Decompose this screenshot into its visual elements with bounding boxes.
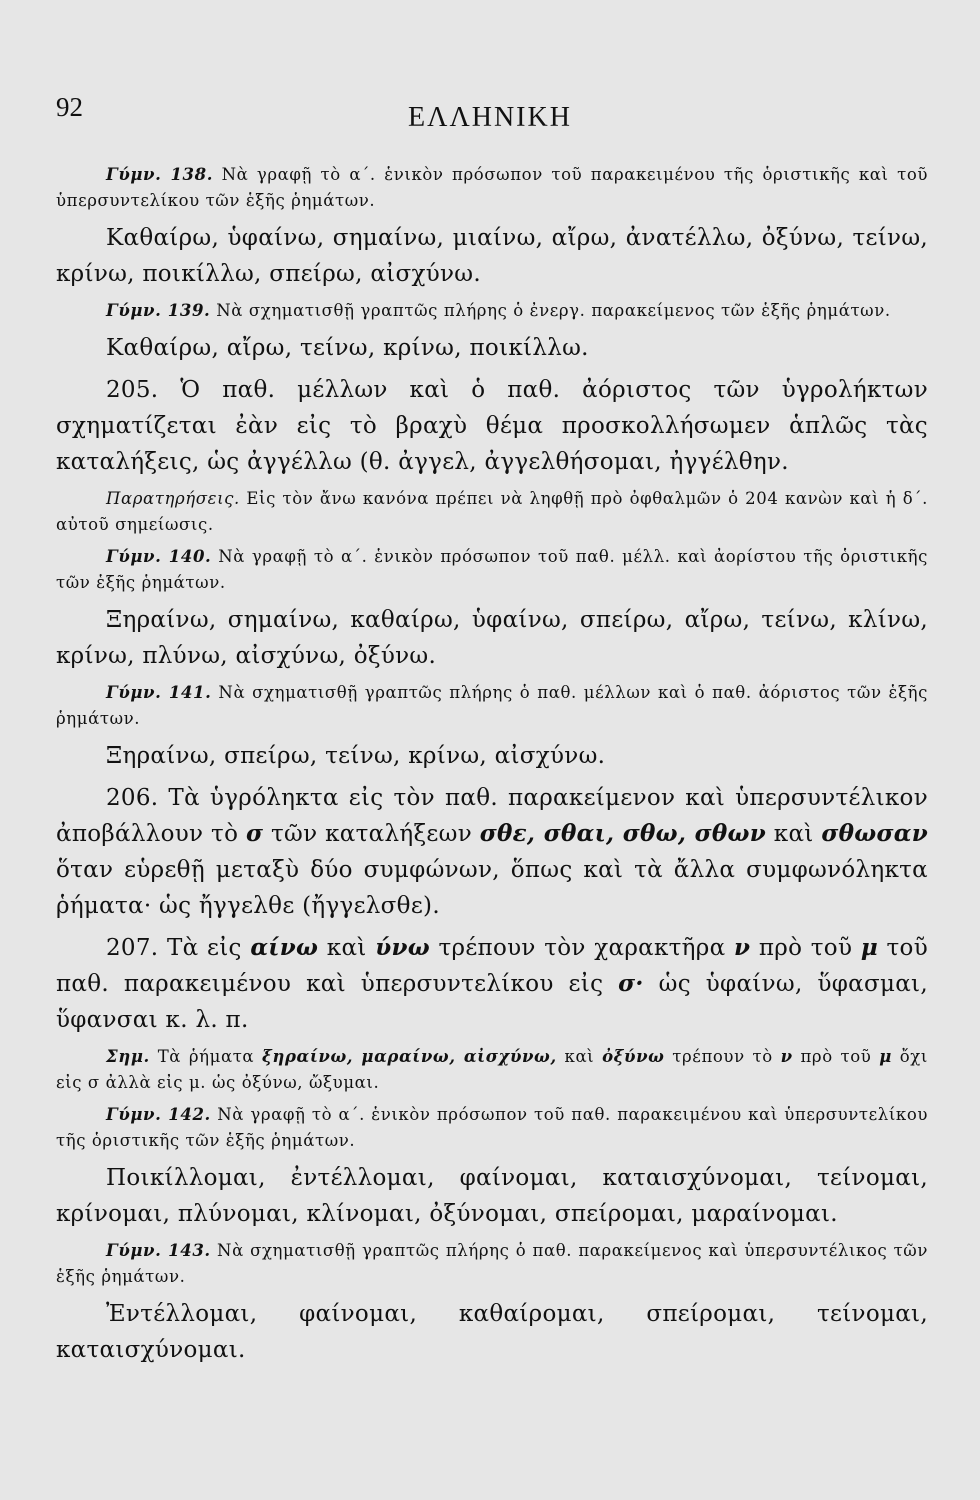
- para-text: 206. Τὰ ὑγρόληκτα εἰς τὸν παθ. παρακείμενον καὶ ὑπερσυντέλικον ἀποβάλλουν τὸ: [56, 785, 928, 847]
- observation-text: Εἰς τὸν ἄνω κανόνα πρέπει νὰ ληφθῇ πρὸ ὀφθαλμῶν ὁ 204 κανὼν καὶ ἡ δ΄. αὐτοῦ σημείωσις.: [56, 489, 928, 534]
- exercise-label: Γύμν. 138.: [106, 165, 214, 184]
- para-text: τοῦ παθ. παρακειμένου καὶ ὑπερσυντελίκου εἰς: [56, 935, 928, 997]
- bold-letter: ν: [780, 1047, 793, 1066]
- exercise-label: Γύμν. 142.: [106, 1105, 211, 1124]
- para-text: ὅταν εὑρεθῇ μεταξὺ δύο συμφώνων, ὅπως καὶ τὰ ἄλλα συμφωνόληκτα ῥήματα· ὡς ἤγγελθε (ἤγγελσθε).: [56, 857, 928, 919]
- bold-endings: σθε, σθαι, σθω, σθων: [479, 820, 766, 847]
- verb-list-143: Ἐντέλλομαι, φαίνομαι, καθαίρομαι, σπείρομαι, τείνομαι, καταισχύνομαι.: [56, 1301, 928, 1363]
- exercise-139: [56, 298, 928, 324]
- note-text: πρὸ τοῦ: [800, 1047, 872, 1066]
- exercise-text: Νὰ γραφῇ τὸ α΄. ἑνικὸν πρόσωπον τοῦ παθ. μέλλ. καὶ ἀορίστου τῆς ὁριστικῆς τῶν ἑξῆς ῥημάτων.: [56, 547, 928, 592]
- para-text: καὶ: [326, 935, 367, 961]
- page-body: [56, 162, 928, 1368]
- verb-list-140: Ξηραίνω, σημαίνω, καθαίρω, ὑφαίνω, σπείρω, αἴρω, τείνω, κλίνω, κρίνω, πλύνω, αἰσχύνω, ὀξύνω.: [56, 607, 928, 669]
- note-label: Σημ.: [106, 1047, 150, 1066]
- observations-205: [56, 486, 928, 538]
- exercise-138: [56, 162, 928, 214]
- bold-letter: μ: [879, 1047, 892, 1066]
- running-title: ΕΛΛΗΝΙΚΗ: [408, 102, 572, 133]
- para-text: τῶν καταλήξεων: [271, 821, 472, 847]
- exercise-text: Νὰ σχηματισθῇ γραπτῶς πλήρης ὁ παθ. μέλλων καὶ ὁ παθ. ἀόριστος τῶν ἑξῆς ῥημάτων.: [56, 683, 928, 728]
- bold-ending: αίνω: [250, 934, 319, 961]
- exercise-text: Νὰ σχηματισθῇ γραπτῶς πλήρης ὁ ἐνεργ. παρακείμενος τῶν ἑξῆς ῥημάτων.: [216, 301, 891, 320]
- bold-verbs: ὀξύνω: [602, 1047, 665, 1066]
- exercise-141: [56, 680, 928, 732]
- bold-letter: σ: [245, 820, 264, 847]
- para-text: ὡς ὑφαίνω, ὕφασμαι, ὕφανσαι κ. λ. π.: [56, 971, 928, 1033]
- note-text: τρέπουν τὸ: [672, 1047, 773, 1066]
- exercise-140: [56, 544, 928, 596]
- verb-list-139: Καθαίρω, αἴρω, τείνω, κρίνω, ποικίλλω.: [106, 335, 589, 361]
- exercise-text: Νὰ σχηματισθῇ γραπτῶς πλήρης ὁ παθ. παρακείμενος καὶ ὑπερσυντέλικος τῶν ἑξῆς ῥημάτων.: [56, 1241, 928, 1286]
- note-207: [56, 1044, 928, 1096]
- note-text: καὶ: [564, 1047, 595, 1066]
- bold-ending: ύνω: [375, 934, 430, 961]
- exercise-label: Γύμν. 140.: [106, 547, 212, 566]
- verb-list-142: Ποικίλλομαι, ἐντέλλομαι, φαίνομαι, καταισχύνομαι, τείνομαι, κρίνομαι, πλύνομαι, κλίνομαι, ὀξύνομαι, σπείρομαι, μαραίνομαι.: [56, 1165, 928, 1227]
- bold-letter: μ: [860, 934, 878, 961]
- paragraph-206: [56, 780, 928, 924]
- exercise-143: [56, 1238, 928, 1290]
- note-text: ὄχι εἰς σ ἀλλὰ εἰς μ. ὡς ὀξύνω, ὤξυμαι.: [56, 1047, 928, 1092]
- page-number: 92: [56, 92, 83, 122]
- bold-letter: σ·: [618, 970, 644, 997]
- bold-verbs: ξηραίνω, μαραίνω, αἰσχύνω,: [262, 1047, 557, 1066]
- exercise-text: Νὰ γραφῇ τὸ α΄. ἑνικὸν πρόσωπον τοῦ παθ. παρακειμένου καὶ ὑπερσυντελίκου τῆς ὁριστικῆς τῶν ἑξῆς ῥημάτων.: [56, 1105, 928, 1150]
- exercise-label: Γύμν. 141.: [106, 683, 212, 702]
- bold-letter: ν: [733, 934, 751, 961]
- observation-label: Παρατηρήσεις.: [106, 489, 240, 508]
- exercise-142: [56, 1102, 928, 1154]
- para-text: τρέπουν τὸν χαρακτῆρα: [438, 935, 726, 961]
- exercise-label: Γύμν. 139.: [106, 301, 211, 320]
- exercise-label: Γύμν. 143.: [106, 1241, 211, 1260]
- bold-endings: σθωσαν: [821, 820, 928, 847]
- para-text: καὶ: [773, 821, 814, 847]
- exercise-text: Νὰ γραφῇ τὸ α΄. ἑνικὸν πρόσωπον τοῦ παρακειμένου τῆς ὁριστικῆς καὶ τοῦ ὑπερσυντελίκου τῶν ἑξῆς ῥημάτων.: [56, 165, 928, 210]
- paragraph-207: [56, 930, 928, 1038]
- note-text: Τὰ ῥήματα: [157, 1047, 255, 1066]
- verb-list-141: Ξηραίνω, σπείρω, τείνω, κρίνω, αἰσχύνω.: [106, 743, 606, 769]
- para-text: 207. Τὰ εἰς: [106, 935, 242, 961]
- para-text: πρὸ τοῦ: [758, 935, 853, 961]
- paragraph-205: 205. Ὁ παθ. μέλλων καὶ ὁ παθ. ἀόριστος τῶν ὑγρολήκτων σχηματίζεται ἐὰν εἰς τὸ βραχὺ θέμα προσκολλήσωμεν ἁπλῶς τὰς καταλήξεις, ὡς ἀγγέλλω (θ. ἀγγελ, ἀγγελθήσομαι, ἠγγέλθην.: [56, 377, 928, 475]
- verb-list-138: Καθαίρω, ὑφαίνω, σημαίνω, μιαίνω, αἴρω, ἀνατέλλω, ὀξύνω, τείνω, κρίνω, ποικίλλω, σπείρω, αἰσχύνω.: [56, 225, 928, 287]
